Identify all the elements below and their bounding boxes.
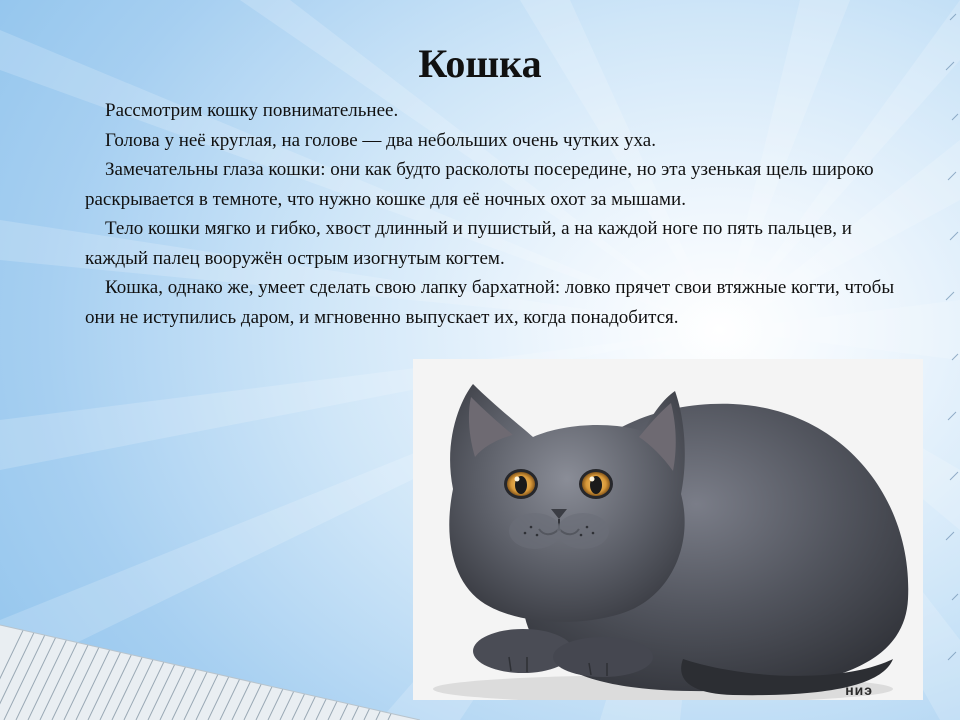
paragraph: Кошка, однако же, умеет сделать свою лапку бархатной: ловко прячет свои втяжные когти, чтобы они не иступились даром, и мгновенно выпускает их, когда понадобится. [85,277,895,328]
paragraph: Замечательны глаза кошки: они как будто расколоты посередине, но эта узенькая щель широко раскрывается в темноте, что нужно кошке для её ночных охот за мышами. [85,159,874,210]
gray-cat-illustration [413,359,923,700]
slide-body-text [85,96,900,332]
photo-watermark: ниэ [845,682,873,698]
right-edge-decoration [920,0,960,720]
paragraph: Тело кошки мягко и гибко, хвост длинный и пушистый, а на каждой ноге по пять пальцев, и каждый палец вооружён острым изогнутым когтем. [85,218,852,269]
corner-stripe-decoration [0,595,420,720]
slide-title: Кошка [418,41,542,86]
paragraph: Голова у неё круглая, на голове — два небольших очень чутких уха. [105,129,656,151]
paragraph: Рассмотрим кошку повнимательнее. [105,100,399,121]
cat-photo [413,359,923,700]
